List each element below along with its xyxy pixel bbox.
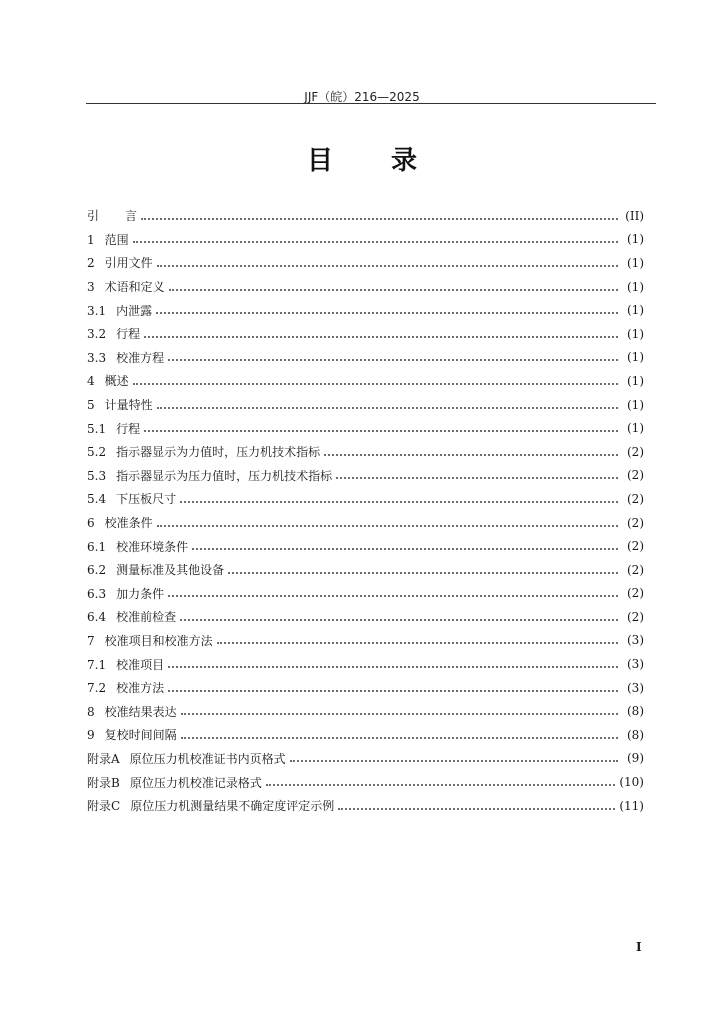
toc-entry-number: 4 bbox=[87, 374, 95, 389]
toc-entry[interactable] bbox=[87, 298, 644, 322]
toc-entry-page: (3) bbox=[627, 680, 644, 695]
toc-entry-page: (10) bbox=[619, 775, 644, 790]
toc-leader-dots bbox=[133, 229, 618, 243]
toc-leader-dots bbox=[169, 277, 618, 291]
toc-leader-dots bbox=[157, 395, 618, 409]
toc-entry-label: 指示器显示为压力值时，压力机技术指标 bbox=[116, 468, 333, 483]
toc-entry-page: (1) bbox=[627, 232, 644, 247]
toc-leader-dots bbox=[168, 347, 618, 361]
toc-entry-page: (9) bbox=[627, 751, 644, 766]
toc-entry-number: 5.4 bbox=[87, 492, 107, 507]
toc-entry-number: 引 bbox=[87, 209, 100, 224]
toc-entry-page: (1) bbox=[627, 373, 644, 388]
toc-leader-dots bbox=[180, 607, 618, 621]
toc-entry-label: 校准环境条件 bbox=[116, 539, 189, 554]
toc-entry-title bbox=[87, 750, 286, 767]
toc-entry-page: (2) bbox=[627, 468, 644, 483]
toc-entry-title bbox=[87, 396, 153, 413]
toc-entry-page: (1) bbox=[627, 303, 644, 318]
toc-entry-number: 6.3 bbox=[87, 586, 107, 601]
table-of-contents bbox=[87, 204, 644, 817]
toc-entry[interactable] bbox=[87, 676, 644, 700]
toc-entry-number: 3.1 bbox=[87, 303, 107, 318]
toc-entry-title bbox=[87, 349, 164, 366]
toc-entry-title bbox=[87, 608, 176, 625]
toc-entry-page: (11) bbox=[619, 798, 644, 813]
toc-leader-dots bbox=[144, 418, 618, 432]
toc-entry-number: 7 bbox=[87, 633, 95, 648]
toc-entry-page: (1) bbox=[627, 255, 644, 270]
toc-entry-title bbox=[87, 797, 334, 814]
toc-entry[interactable] bbox=[87, 652, 644, 676]
toc-entry-title bbox=[87, 774, 262, 791]
toc-entry-number: 6.1 bbox=[87, 539, 107, 554]
toc-entry[interactable] bbox=[87, 605, 644, 629]
toc-entry-page: (2) bbox=[627, 562, 644, 577]
toc-entry-title bbox=[87, 679, 164, 696]
toc-leader-dots bbox=[141, 206, 618, 220]
toc-leader-dots bbox=[168, 583, 618, 597]
toc-entry[interactable] bbox=[87, 275, 644, 299]
toc-entry-page: (8) bbox=[627, 727, 644, 742]
toc-entry-title bbox=[87, 703, 177, 720]
toc-entry-number: 附录C bbox=[87, 799, 121, 814]
toc-entry-title bbox=[87, 325, 140, 342]
toc-entry-label: 引用文件 bbox=[104, 256, 153, 271]
toc-entry-label: 内泄露 bbox=[116, 303, 153, 318]
toc-entry-number: 5.1 bbox=[87, 421, 107, 436]
document-code: JJF（皖）216—2025 bbox=[304, 90, 420, 104]
toc-entry-label: 行程 bbox=[116, 421, 141, 436]
toc-entry-title bbox=[87, 467, 332, 484]
toc-entry-title bbox=[87, 490, 176, 507]
toc-entry-label: 原位压力机测量结果不确定度评定示例 bbox=[130, 799, 335, 814]
toc-entry-title bbox=[87, 514, 153, 531]
toc-entry-number: 9 bbox=[87, 728, 95, 743]
toc-entry[interactable] bbox=[87, 487, 644, 511]
toc-entry-label: 校准方程 bbox=[116, 350, 165, 365]
toc-entry-number: 3.2 bbox=[87, 327, 107, 342]
toc-entry-title bbox=[87, 632, 213, 649]
toc-entry[interactable] bbox=[87, 582, 644, 606]
toc-leader-dots bbox=[180, 489, 618, 503]
toc-entry[interactable] bbox=[87, 464, 644, 488]
toc-leader-dots bbox=[181, 725, 618, 739]
toc-entry-title bbox=[87, 420, 140, 437]
toc-leader-dots bbox=[156, 300, 618, 314]
toc-entry[interactable] bbox=[87, 747, 644, 771]
toc-entry-number: 7.1 bbox=[87, 657, 107, 672]
toc-entry-page: (II) bbox=[625, 208, 644, 223]
page-number: I bbox=[636, 940, 642, 954]
toc-entry-number: 6.4 bbox=[87, 610, 107, 625]
toc-entry-label: 校准项目 bbox=[116, 657, 165, 672]
toc-entry-title bbox=[87, 656, 164, 673]
toc-entry-label: 下压板尺寸 bbox=[116, 492, 177, 507]
toc-entry-label: 校准项目和校准方法 bbox=[104, 633, 213, 648]
toc-entry-label: 加力条件 bbox=[116, 586, 165, 601]
toc-leader-dots bbox=[338, 796, 615, 810]
toc-entry-label: 概述 bbox=[104, 374, 129, 389]
toc-entry-page: (2) bbox=[627, 515, 644, 530]
toc-entry-title bbox=[87, 278, 165, 295]
toc-leader-dots bbox=[192, 536, 618, 550]
toc-entry-label: 测量标准及其他设备 bbox=[116, 563, 225, 578]
toc-entry-page: (2) bbox=[627, 491, 644, 506]
toc-entry-label: 复校时间间隔 bbox=[104, 728, 177, 743]
toc-leader-dots bbox=[228, 560, 618, 574]
toc-leader-dots bbox=[157, 513, 618, 527]
toc-leader-dots bbox=[324, 442, 618, 456]
toc-entry[interactable] bbox=[87, 511, 644, 535]
toc-leader-dots bbox=[181, 701, 618, 715]
toc-entry[interactable] bbox=[87, 369, 644, 393]
toc-entry-title bbox=[87, 443, 320, 460]
toc-entry-page: (2) bbox=[627, 609, 644, 624]
toc-entry-number: 1 bbox=[87, 232, 95, 247]
toc-entry-title bbox=[87, 538, 188, 555]
toc-entry-title bbox=[87, 561, 224, 578]
toc-entry-label: 范围 bbox=[104, 232, 129, 247]
toc-entry-page: (2) bbox=[627, 444, 644, 459]
toc-entry-page: (1) bbox=[627, 350, 644, 365]
toc-leader-dots bbox=[133, 371, 618, 385]
toc-entry-number: 5.2 bbox=[87, 445, 107, 460]
toc-leader-dots bbox=[290, 748, 618, 762]
toc-entry[interactable] bbox=[87, 228, 644, 252]
toc-entry-title bbox=[87, 585, 164, 602]
toc-entry-page: (2) bbox=[627, 586, 644, 601]
toc-entry[interactable] bbox=[87, 393, 644, 417]
toc-entry-number: 附录A bbox=[87, 751, 120, 766]
toc-entry-page: (8) bbox=[627, 704, 644, 719]
toc-entry-number: 3.3 bbox=[87, 350, 107, 365]
page-title: 目录 bbox=[306, 146, 475, 176]
toc-entry-label: 校准前检查 bbox=[116, 610, 177, 625]
toc-entry[interactable] bbox=[87, 251, 644, 275]
toc-entry[interactable] bbox=[87, 723, 644, 747]
toc-leader-dots bbox=[168, 654, 618, 668]
toc-entry[interactable] bbox=[87, 346, 644, 370]
toc-entry-title bbox=[87, 302, 152, 319]
toc-entry-label: 原位压力机校准记录格式 bbox=[129, 775, 262, 790]
toc-entry-label: 指示器显示为力值时，压力机技术指标 bbox=[116, 445, 321, 460]
toc-entry[interactable] bbox=[87, 699, 644, 723]
toc-entry-number: 附录B bbox=[87, 775, 120, 790]
toc-leader-dots bbox=[144, 324, 618, 338]
toc-entry-title bbox=[87, 254, 153, 271]
toc-entry-page: (2) bbox=[627, 539, 644, 554]
toc-entry-page: (3) bbox=[627, 633, 644, 648]
toc-leader-dots bbox=[168, 678, 618, 692]
toc-entry-number: 8 bbox=[87, 704, 95, 719]
toc-entry-page: (1) bbox=[627, 279, 644, 294]
toc-entry[interactable] bbox=[87, 204, 644, 228]
toc-entry-page: (1) bbox=[627, 326, 644, 341]
toc-entry-label: 术语和定义 bbox=[104, 280, 165, 295]
toc-entry-label: 校准结果表达 bbox=[104, 704, 177, 719]
toc-entry-label: 言 bbox=[125, 209, 138, 224]
toc-leader-dots bbox=[217, 630, 618, 644]
header-rule bbox=[86, 103, 656, 104]
toc-entry-number: 6.2 bbox=[87, 563, 107, 578]
toc-entry-number: 6 bbox=[87, 516, 95, 531]
toc-entry-page: (1) bbox=[627, 421, 644, 436]
toc-entry-number: 5 bbox=[87, 398, 95, 413]
toc-entry-number: 7.2 bbox=[87, 681, 107, 696]
toc-entry-number: 5.3 bbox=[87, 468, 107, 483]
toc-entry[interactable] bbox=[87, 322, 644, 346]
toc-entry[interactable] bbox=[87, 794, 644, 818]
toc-entry[interactable] bbox=[87, 534, 644, 558]
toc-entry-title bbox=[87, 231, 129, 248]
toc-entry[interactable] bbox=[87, 629, 644, 653]
toc-entry-label: 校准条件 bbox=[104, 516, 153, 531]
toc-entry[interactable] bbox=[87, 440, 644, 464]
toc-entry[interactable] bbox=[87, 770, 644, 794]
toc-leader-dots bbox=[266, 772, 616, 786]
toc-entry-label: 校准方法 bbox=[116, 681, 165, 696]
toc-leader-dots bbox=[336, 465, 618, 479]
toc-entry-number: 3 bbox=[87, 280, 95, 295]
toc-entry-label: 行程 bbox=[116, 327, 141, 342]
toc-entry-page: (1) bbox=[627, 397, 644, 412]
toc-entry-title bbox=[87, 372, 129, 389]
toc-entry-label: 原位压力机校准证书内页格式 bbox=[129, 751, 286, 766]
toc-entry-number: 2 bbox=[87, 256, 95, 271]
toc-entry[interactable] bbox=[87, 416, 644, 440]
toc-entry-title bbox=[87, 207, 137, 224]
toc-leader-dots bbox=[157, 253, 618, 267]
toc-entry-label: 计量特性 bbox=[104, 398, 153, 413]
toc-entry-title bbox=[87, 726, 177, 743]
toc-entry[interactable] bbox=[87, 558, 644, 582]
toc-entry-page: (3) bbox=[627, 657, 644, 672]
